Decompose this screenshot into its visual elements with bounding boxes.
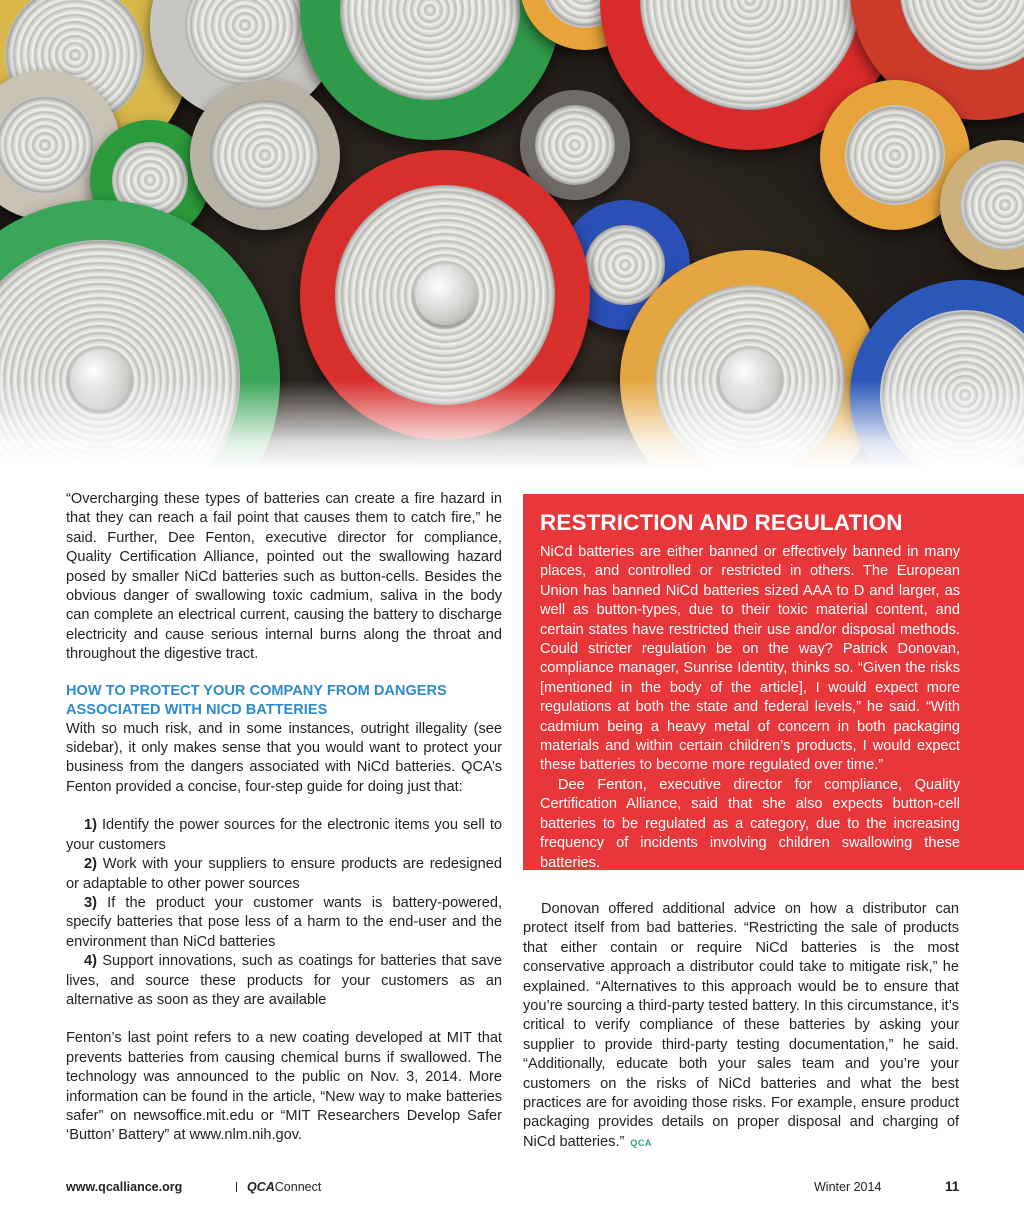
closing-paragraph: Fenton’s last point refers to a new coating developed at MIT that prevents batteries from causing chemical burns if swallowed. The technology was announced to the public on Nov. 3, 2014. More information can be found in the article, “New way to make batteries safer” on newsoffice.mit.edu or “MIT Researchers Develop Safer ‘Button’ Battery” at www.nlm.nih.gov. <box>66 1030 502 1144</box>
footer-issue: Winter 2014 <box>814 1180 882 1194</box>
battery-silver-3 <box>190 80 340 230</box>
page-number: 11 <box>945 1179 960 1194</box>
step-item: 1) Identify the power sources for the electronic items you sell to your customers <box>66 817 502 853</box>
left-column <box>66 490 502 1146</box>
step-item: 4) Support innovations, such as coatings for batteries that save lives, and source these products for your customers as an alternative as soon as they are available <box>66 953 502 1008</box>
step-item: 2) Work with your suppliers to ensure products are redesigned or adaptable to other power sources <box>66 856 502 892</box>
section-subhead: HOW TO PROTECT YOUR COMPANY FROM DANGERS ASSOCIATED WITH NICD BATTERIES <box>66 682 447 718</box>
sidebar-paragraph: Dee Fenton, executive director for compliance, Quality Certification Alliance, said that she also expects button-cell batteries to be regulated as a category, due to the increasing frequency of incidents involving children swallowing these batteries. <box>540 776 960 871</box>
sidebar-title: RESTRICTION AND REGULATION <box>540 510 903 535</box>
qca-end-mark: QCA <box>630 1137 652 1148</box>
guide-intro-paragraph: With so much risk, and in some instances, outright illegality (see sidebar), it only makes sense that you would want to protect your business from the dangers associated with NiCd batteries. QCA’s Fenton provided a concise, four-step guide for doing just that: <box>66 720 502 795</box>
intro-paragraph: “Overcharging these types of batteries can create a fire hazard in that they can reach a fail point that causes them to catch fire,” he said. Further, Dee Fenton, executive director for compliance, Quality Certification Alliance, pointed out the swallowing hazard posed by smaller NiCd batteries such as button-cells. Besides the obvious danger of swallowing toxic cadmium, saliva in the body can complete an electrical current, causing the battery to discharge electricity and cause serious internal burns along the throat and throughout the digestive tract. <box>66 491 502 663</box>
footer-divider <box>236 1182 237 1192</box>
right-paragraph: Donovan offered additional advice on how a distributor can protect itself from bad batteries. “Restricting the sale of products that either contain or require NiCd batteries is the most conservative approach a distributor could take to mitigate risk,” he explained. “Alternatives to this approach would be to ensure that you’re sourcing a third-party tested battery. In this circumstance, it’s critical to verify compliance of these batteries by asking your supplier to provide third-party testing documentation,” he said. “Additionally, educate both your sales team and you’re your customers on the risks of NiCd batteries and what the best practices are for avoiding those risks. For example, ensure product packaging provides details on proper disposal and charging of NiCd batteries.” QCA <box>523 901 959 1150</box>
footer-url[interactable]: www.qcalliance.org <box>66 1180 183 1194</box>
step-item: 3) If the product your customer wants is battery-powered, specify batteries that pose less of a harm to the end-user and the environment than NiCd batteries <box>66 894 502 950</box>
footer-brand: QCAConnect <box>247 1180 322 1194</box>
battery-green <box>300 0 560 140</box>
restriction-sidebar <box>523 494 1024 870</box>
right-column <box>523 900 959 1153</box>
batteries-photo <box>0 0 1024 470</box>
sidebar-paragraph: NiCd batteries are either banned or effectively banned in many places, and controlled or restricted in others. The European Union has banned NiCd batteries sized AAA to D and larger, as well as button-types, due to their toxic material content, and certain states have restricted their use and/or disposal methods. Could stricter regulation be on the way? Patrick Donovan, compliance manager, Sunrise Identity, thinks so. “Given the risks [mentioned in the body of the article], I would expect more regulations at both the state and federal levels,” he said. “With cadmium being a heavy metal of concern in both packaging materials and within certain children’s products, I would expect these batteries to become more regulated over time.” <box>540 544 960 774</box>
